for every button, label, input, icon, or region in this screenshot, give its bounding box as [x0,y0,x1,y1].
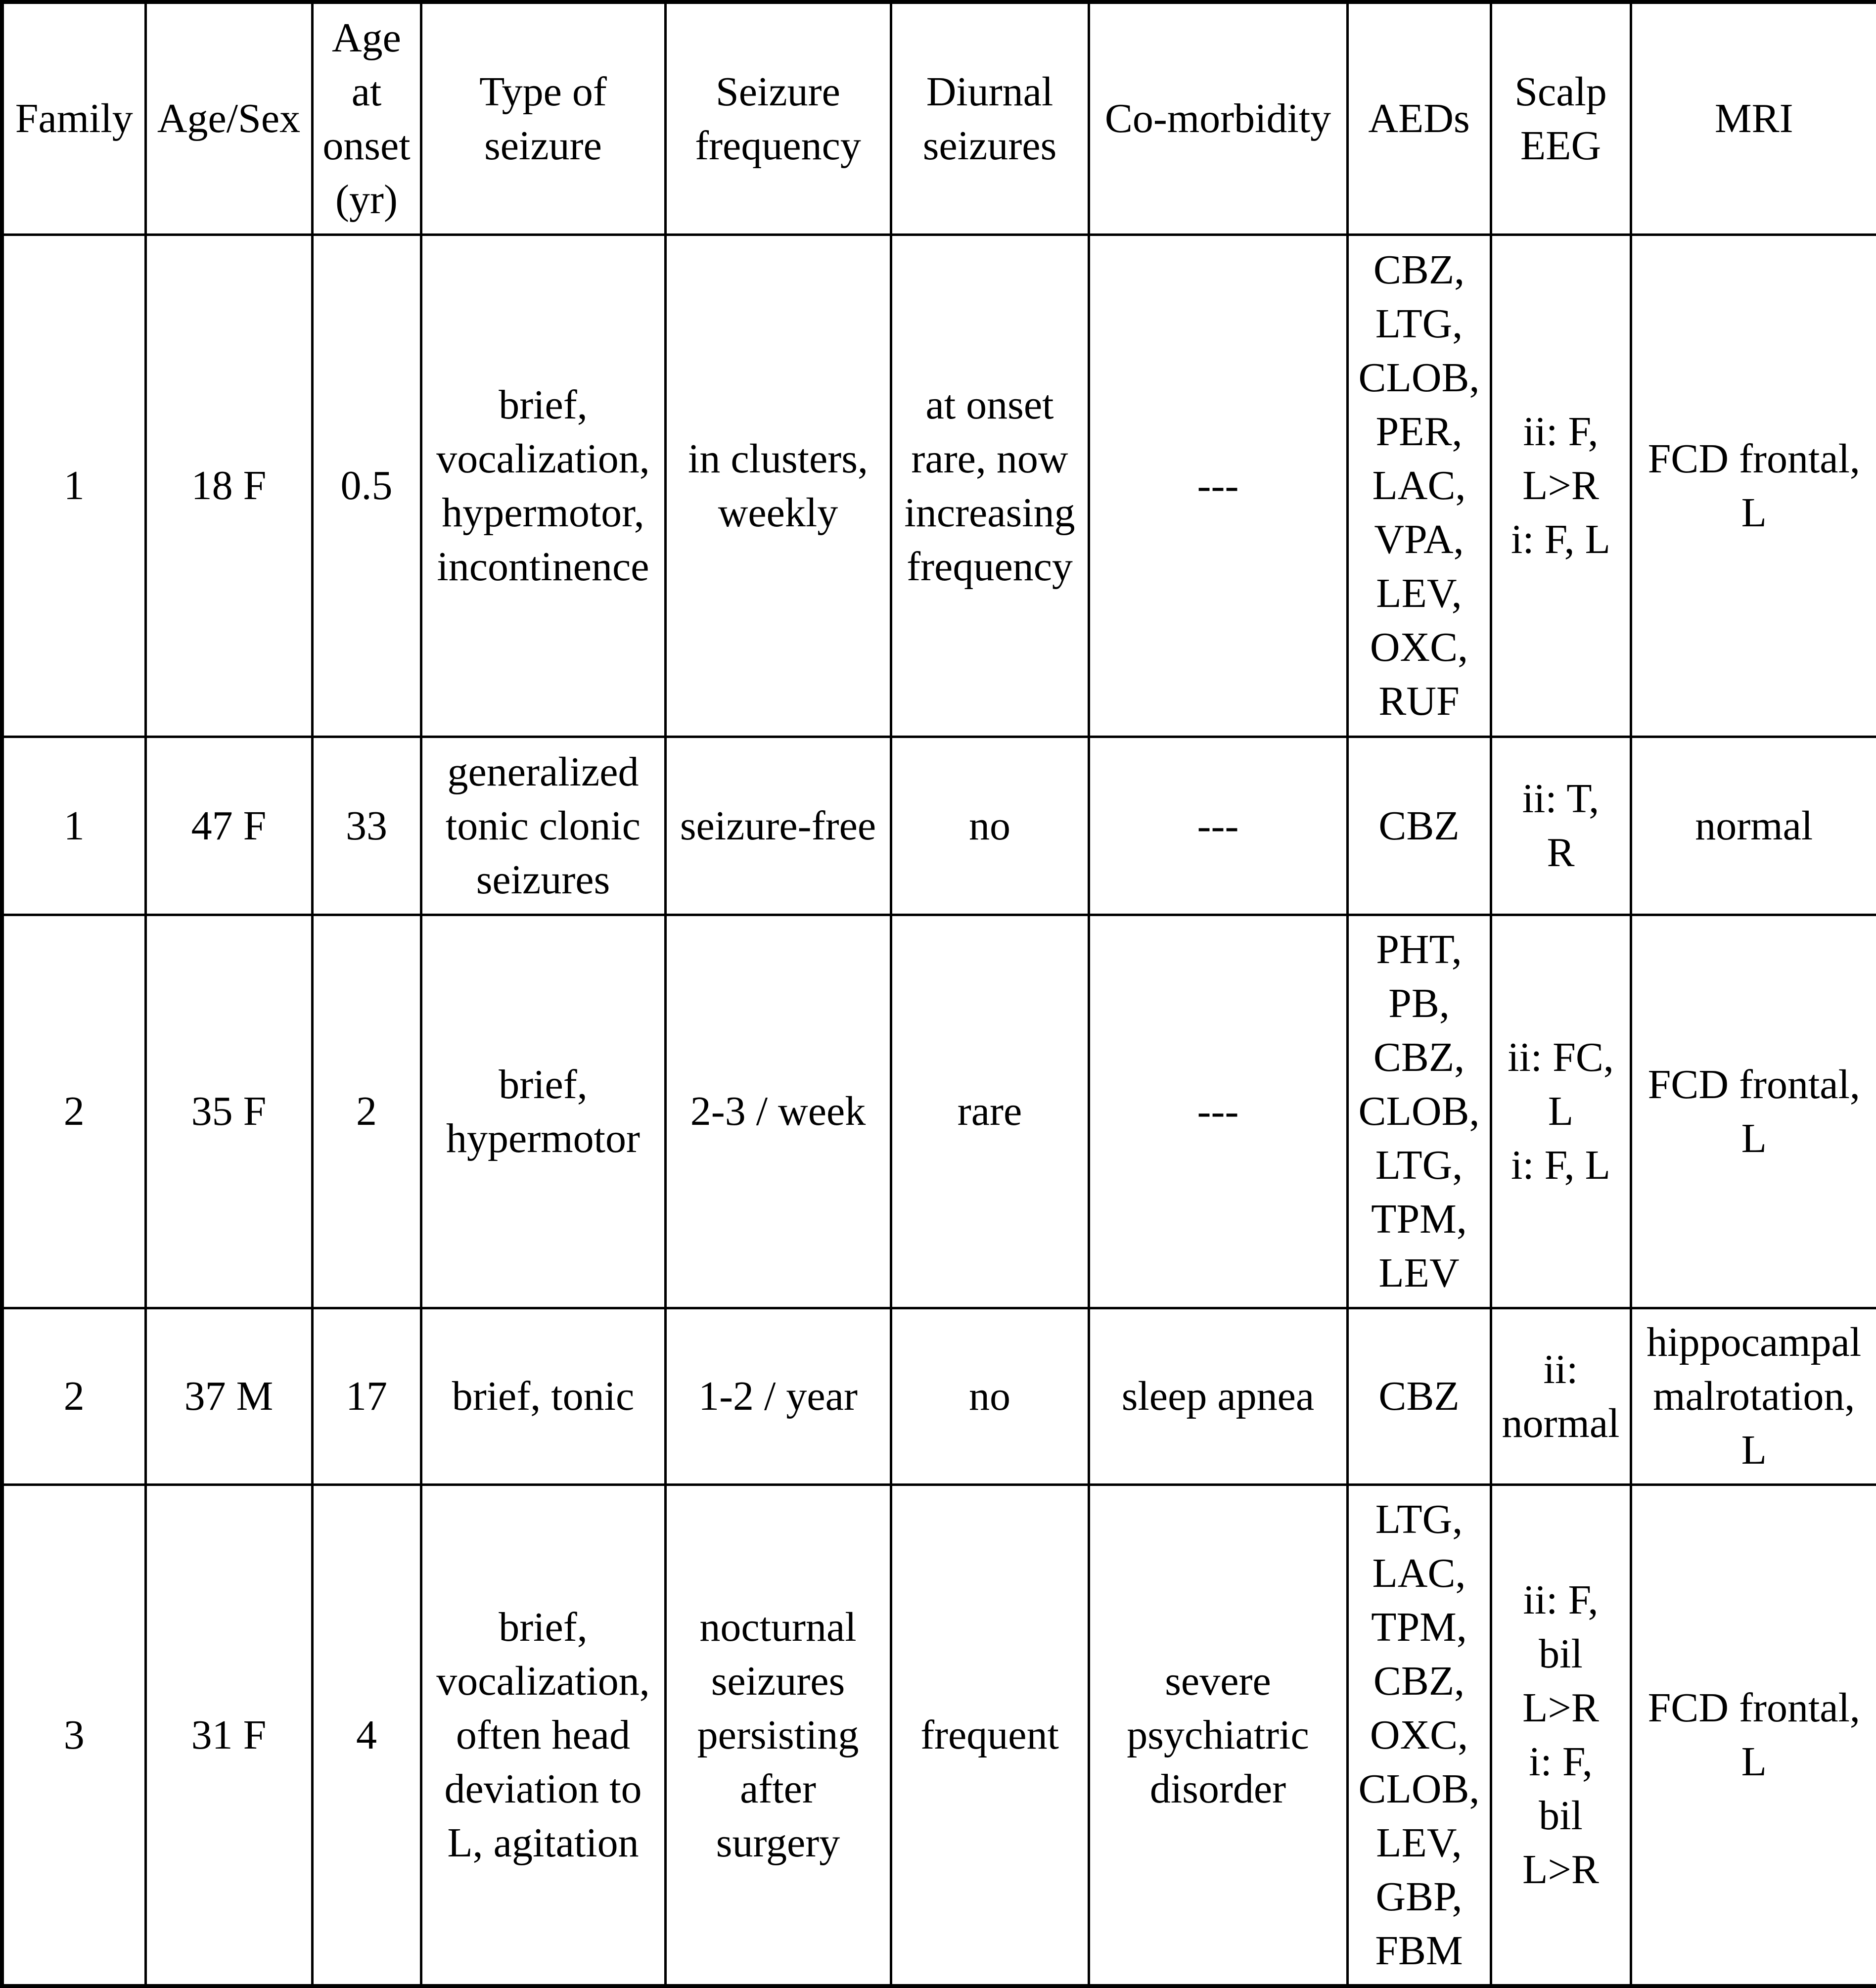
cell-aeds: CBZ [1347,737,1491,915]
cell-age-at-onset: 4 [312,1484,421,1986]
cell-mri: FCD frontal, L [1631,915,1876,1308]
cell-co-morbidity: --- [1089,234,1347,737]
header-age-at-onset: Age at onset (yr) [312,2,421,234]
cell-mri: normal [1631,737,1876,915]
cell-type-of-seizure: brief, hypermotor [421,915,665,1308]
cell-age-sex: 35 F [145,915,312,1308]
header-row [2,2,1876,234]
cell-diurnal-seizures: no [891,1308,1089,1484]
cell-type-of-seizure: brief, tonic [421,1308,665,1484]
cell-family: 2 [2,915,145,1308]
header-aeds: AEDs [1347,2,1491,234]
cell-diurnal-seizures: no [891,737,1089,915]
cell-age-at-onset: 0.5 [312,234,421,737]
cell-type-of-seizure: generalized tonic clonic seizures [421,737,665,915]
cell-age-sex: 18 F [145,234,312,737]
cell-seizure-frequency: 1-2 / year [665,1308,891,1484]
cell-age-at-onset: 33 [312,737,421,915]
cell-co-morbidity: sleep apnea [1089,1308,1347,1484]
header-co-morbidity: Co-morbidity [1089,2,1347,234]
cell-seizure-frequency: in clusters, weekly [665,234,891,737]
cell-diurnal-seizures: frequent [891,1484,1089,1986]
header-age-sex: Age/Sex [145,2,312,234]
cell-co-morbidity: --- [1089,737,1347,915]
cell-seizure-frequency: nocturnal seizures persisting after surgery [665,1484,891,1986]
cell-diurnal-seizures: rare [891,915,1089,1308]
header-seizure-frequency: Seizure frequency [665,2,891,234]
cell-scalp-eeg: ii: F, L>R i: F, L [1491,234,1631,737]
cell-family: 3 [2,1484,145,1986]
cell-type-of-seizure: brief, vocalization, often head deviation to L, agitation [421,1484,665,1986]
cell-scalp-eeg: ii: F, bil L>R i: F, bil L>R [1491,1484,1631,1986]
cell-diurnal-seizures: at onset rare, now increasing frequency [891,234,1089,737]
cell-mri: hippocampal malrotation, L [1631,1308,1876,1484]
header-mri: MRI [1631,2,1876,234]
cell-scalp-eeg: ii: FC, L i: F, L [1491,915,1631,1308]
cell-age-sex: 31 F [145,1484,312,1986]
cell-age-sex: 47 F [145,737,312,915]
cell-aeds: PHT, PB, CBZ, CLOB, LTG, TPM, LEV [1347,915,1491,1308]
cell-seizure-frequency: seizure-free [665,737,891,915]
cell-age-at-onset: 17 [312,1308,421,1484]
cell-mri: FCD frontal, L [1631,1484,1876,1986]
header-diurnal-seizures: Diurnal seizures [891,2,1089,234]
cell-mri: FCD frontal, L [1631,234,1876,737]
cell-family: 1 [2,234,145,737]
table-row [2,1308,1876,1484]
cell-co-morbidity: --- [1089,915,1347,1308]
cell-scalp-eeg: ii: normal [1491,1308,1631,1484]
cell-scalp-eeg: ii: T, R [1491,737,1631,915]
header-type-of-seizure: Type of seizure [421,2,665,234]
cell-aeds: CBZ, LTG, CLOB, PER, LAC, VPA, LEV, OXC, RUF [1347,234,1491,737]
cell-type-of-seizure: brief, vocalization, hypermotor, incontinence [421,234,665,737]
cell-age-at-onset: 2 [312,915,421,1308]
header-scalp-eeg: Scalp EEG [1491,2,1631,234]
cell-family: 1 [2,737,145,915]
header-family: Family [2,2,145,234]
table-row [2,234,1876,737]
cell-age-sex: 37 M [145,1308,312,1484]
cell-seizure-frequency: 2-3 / week [665,915,891,1308]
cell-aeds: LTG, LAC, TPM, CBZ, OXC, CLOB, LEV, GBP, FBM [1347,1484,1491,1986]
table-row [2,915,1876,1308]
cell-family: 2 [2,1308,145,1484]
table-row [2,737,1876,915]
table-row [2,1484,1876,1986]
cell-co-morbidity: severe psychiatric disorder [1089,1484,1347,1986]
cell-aeds: CBZ [1347,1308,1491,1484]
